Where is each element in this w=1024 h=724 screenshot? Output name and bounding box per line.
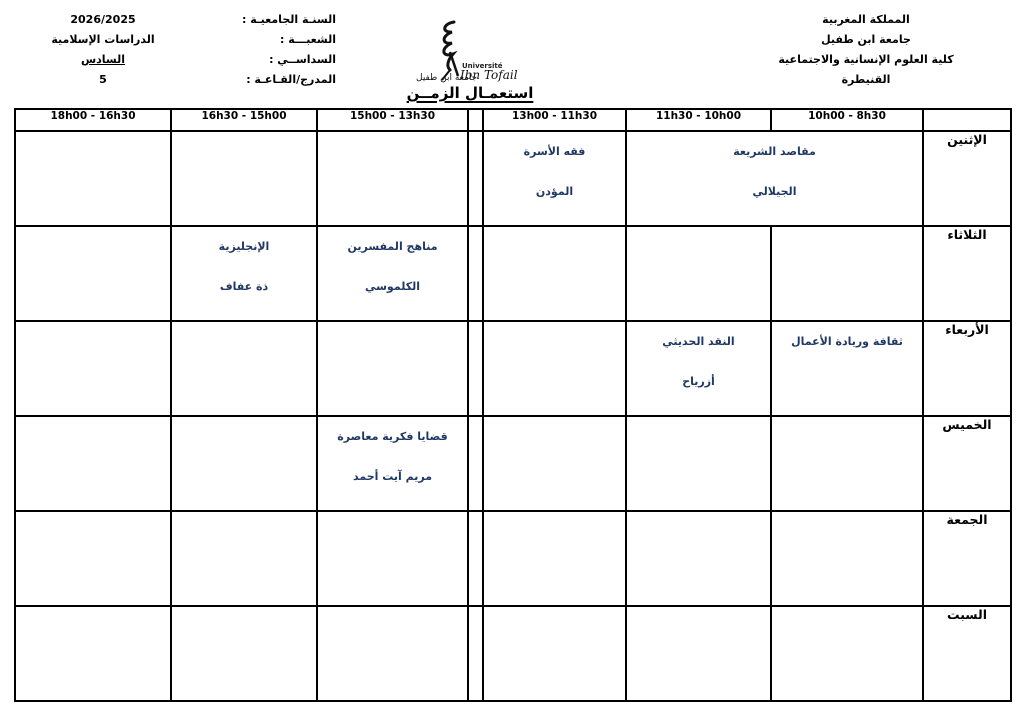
schedule-cell — [171, 321, 317, 416]
schedule-cell — [171, 606, 317, 701]
branch-value: الدراسات الإسلامية — [51, 33, 155, 46]
schedule-cell — [171, 131, 317, 226]
semester-label: السداســي : — [269, 53, 336, 66]
schedule-cell — [317, 511, 468, 606]
separator-column — [468, 321, 483, 416]
schedule-cell — [771, 511, 923, 606]
academic-year-label: السنـة الجامعيـة : — [242, 13, 336, 26]
separator-column — [468, 226, 483, 321]
time-slot-header: 15h00 - 13h30 — [317, 109, 468, 131]
course-name: مقاصد الشريعة — [733, 145, 816, 158]
schedule-cell — [483, 606, 626, 701]
day-label-thursday: الخميس — [923, 416, 1011, 511]
professor-name: مريم آيت أحمد — [352, 470, 433, 483]
schedule-cell-merged — [626, 131, 923, 226]
schedule-cell — [317, 606, 468, 701]
schedule-cell — [483, 131, 626, 226]
time-header-row — [15, 109, 1011, 131]
schedule-cell — [15, 511, 171, 606]
schedule-cell — [171, 511, 317, 606]
day-label-friday: الجمعة — [923, 511, 1011, 606]
separator-column — [468, 416, 483, 511]
university-line: جامعة ابن طفيل — [821, 33, 911, 46]
faculty-line: كلية العلوم الإنسانية والاجتماعية — [778, 53, 954, 66]
professor-name: أزرياح — [682, 375, 715, 388]
schedule-cell — [483, 321, 626, 416]
university-logo-icon — [392, 18, 522, 90]
day-label-monday: الإثنين — [923, 131, 1011, 226]
logo-arabic-text: جامعة ابن طفيل — [416, 73, 478, 83]
branch-label: الشعبـــة : — [280, 33, 336, 46]
logo-name-text: Ibn Tofail — [460, 68, 518, 82]
course-name: فقه الأسرة — [523, 145, 586, 158]
course-name: قضايا فكرية معاصرة — [337, 430, 448, 443]
separator-column — [468, 109, 483, 131]
schedule-cell — [626, 416, 771, 511]
time-slot-header: 10h00 - 8h30 — [771, 109, 923, 131]
meta-values-block — [28, 10, 178, 90]
timetable — [14, 108, 1012, 702]
separator-column — [468, 511, 483, 606]
time-slot-header: 13h00 - 11h30 — [483, 109, 626, 131]
professor-name: الجيلالي — [752, 185, 797, 198]
schedule-cell — [626, 226, 771, 321]
schedule-cell — [771, 321, 923, 416]
course-name: مناهج المفسرين — [347, 240, 438, 253]
day-label-wednesday: الأربعاء — [923, 321, 1011, 416]
time-slot-header: 11h30 - 10h00 — [626, 109, 771, 131]
professor-name: الكلموسي — [364, 280, 420, 293]
page-title: استعمـال الزمــن — [406, 84, 534, 102]
day-label-tuesday: الثلاثاء — [923, 226, 1011, 321]
schedule-cell — [317, 321, 468, 416]
schedule-cell — [15, 606, 171, 701]
schedule-row-friday — [15, 511, 1011, 606]
schedule-cell — [15, 321, 171, 416]
day-label-saturday: السبت — [923, 606, 1011, 701]
course-name: النقد الحديثي — [662, 335, 735, 348]
schedule-row-saturday — [15, 606, 1011, 701]
day-column-header — [923, 109, 1011, 131]
schedule-cell — [15, 131, 171, 226]
semester-value: السادس — [80, 53, 126, 66]
meta-labels-block — [178, 10, 336, 90]
schedule-row-thursday — [15, 416, 1011, 511]
schedule-cell — [771, 226, 923, 321]
schedule-cell — [626, 321, 771, 416]
schedule-cell — [771, 606, 923, 701]
time-slot-header: 18h00 - 16h30 — [15, 109, 171, 131]
course-name: الإنجليزية — [218, 240, 270, 253]
professor-name: المؤدن — [535, 185, 574, 198]
professor-name: ذة عفاف — [219, 280, 269, 293]
schedule-cell — [317, 131, 468, 226]
schedule-cell — [771, 416, 923, 511]
logo-universite-text: Université — [462, 62, 503, 70]
city-line: القنيطرة — [841, 73, 891, 86]
institution-block — [746, 10, 986, 90]
schedule-cell — [626, 511, 771, 606]
schedule-cell — [483, 226, 626, 321]
room-value: 5 — [99, 73, 107, 86]
time-slot-header: 16h30 - 15h00 — [171, 109, 317, 131]
schedule-row-wednesday — [15, 321, 1011, 416]
schedule-row-monday — [15, 131, 1011, 226]
schedule-cell — [171, 416, 317, 511]
schedule-cell — [483, 511, 626, 606]
schedule-row-tuesday — [15, 226, 1011, 321]
schedule-cell — [317, 416, 468, 511]
course-name: ثقافة وريادة الأعمال — [791, 335, 903, 348]
schedule-cell — [15, 416, 171, 511]
academic-year-value: 2026/2025 — [70, 13, 136, 26]
schedule-cell — [171, 226, 317, 321]
schedule-cell — [15, 226, 171, 321]
separator-column — [468, 606, 483, 701]
schedule-cell — [317, 226, 468, 321]
separator-column — [468, 131, 483, 226]
schedule-cell — [626, 606, 771, 701]
schedule-cell — [483, 416, 626, 511]
kingdom-line: المملكة المغربية — [822, 13, 910, 26]
room-label: المدرج/القـاعـة : — [246, 73, 336, 86]
